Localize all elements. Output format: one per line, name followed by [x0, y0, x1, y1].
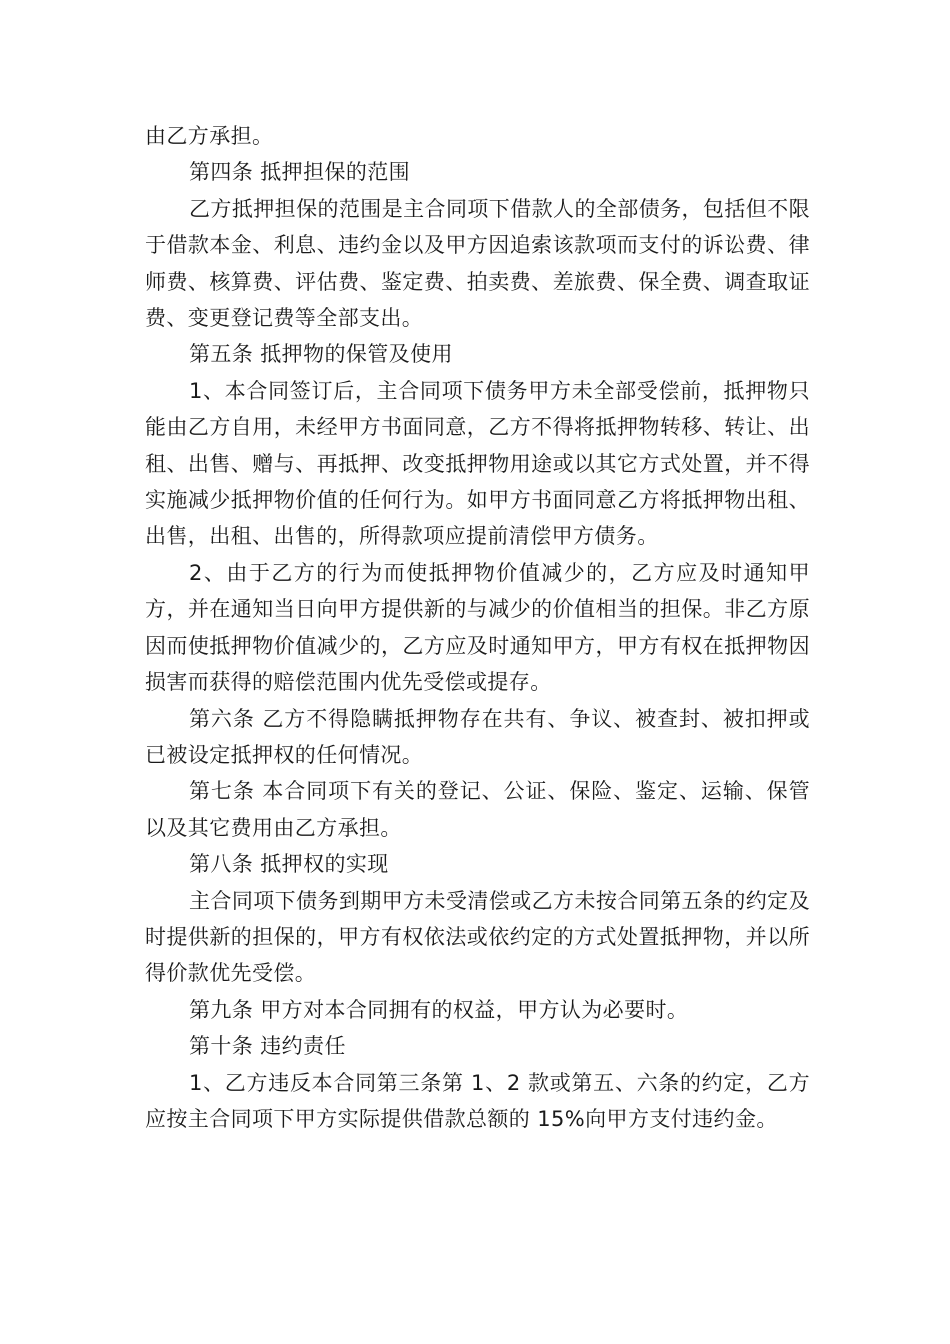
article-10-heading: 第十条 违约责任 — [189, 1034, 346, 1059]
article-4-heading: 第四条 抵押担保的范围 — [189, 160, 411, 185]
paragraph: 主合同项下债务到期甲方未受清偿或乙方未按合同第五条的约定及时提供新的担保的，甲方有权依法或依约定的方式处置抵押物，并以所得价款优先受偿。 — [145, 888, 810, 986]
article-8-heading: 第八条 抵押权的实现 — [189, 852, 389, 877]
paragraph: 乙方抵押担保的范围是主合同项下借款人的全部债务，包括但不限于借款本金、利息、违约金以及甲方因追索该款项而支付的诉讼费、律师费、核算费、评估费、鉴定费、拍卖费、差旅费、保全费、调查取证费、变更登记费等全部支出。 — [145, 196, 810, 331]
paragraph: 1、本合同签订后，主合同项下债务甲方未全部受偿前，抵押物只能由乙方自用，未经甲方书面同意，乙方不得将抵押物转移、转让、出租、出售、赠与、再抵押、改变抵押物用途或以其它方式处置，并不得实施减少抵押物价值的任何行为。如甲方书面同意乙方将抵押物出租、出售，出租、出售的，所得款项应提前清偿甲方债务。 — [145, 378, 810, 549]
paragraph: 2、由于乙方的行为而使抵押物价值减少的，乙方应及时通知甲方，并在通知当日向甲方提供新的与减少的价值相当的担保。非乙方原因而使抵押物价值减少的，乙方应及时通知甲方，甲方有权在抵押物因损害而获得的赔偿范围内优先受偿或提存。 — [145, 560, 810, 695]
article-7-paragraph: 第七条 本合同项下有关的登记、公证、保险、鉴定、运输、保管以及其它费用由乙方承担。 — [145, 779, 810, 840]
paragraph: 由乙方承担。 — [145, 124, 274, 148]
paragraph: 1、乙方违反本合同第三条第 1、2 款或第五、六条的约定，乙方应按主合同项下甲方实际提供借款总额的 15%向甲方支付违约金。 — [145, 1070, 810, 1131]
article-9-paragraph: 第九条 甲方对本合同拥有的权益，甲方认为必要时。 — [189, 997, 689, 1022]
document-body — [145, 118, 810, 1137]
article-5-heading: 第五条 抵押物的保管及使用 — [189, 342, 453, 367]
article-6-paragraph: 第六条 乙方不得隐瞒抵押物存在共有、争议、被查封、被扣押或已被设定抵押权的任何情况。 — [145, 706, 810, 767]
